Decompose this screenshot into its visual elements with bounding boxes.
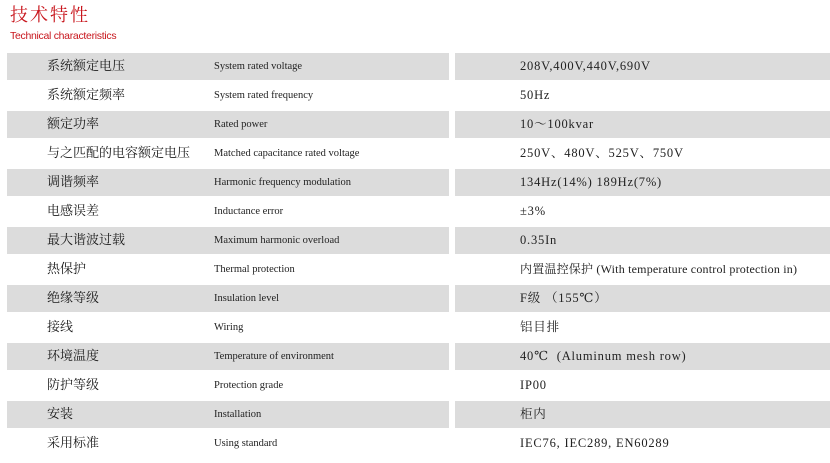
table-row <box>7 429 830 458</box>
spec-value: 10～100kvar <box>520 117 594 131</box>
spec-label-en: Thermal protection <box>214 264 295 275</box>
table-row <box>7 110 830 139</box>
spec-table <box>7 52 830 458</box>
spec-label-en: Wiring <box>214 322 244 333</box>
table-row <box>7 168 830 197</box>
table-row <box>7 197 830 226</box>
spec-value: 50Hz <box>520 88 551 102</box>
spec-value: 铝目排 <box>520 320 560 334</box>
table-row <box>7 313 830 342</box>
spec-value: 内置温控保护 (With temperature control protection in) <box>520 262 798 276</box>
spec-label-en: Matched capacitance rated voltage <box>214 148 360 159</box>
table-row <box>7 139 830 168</box>
spec-label-zh: 系统额定频率 <box>47 88 126 103</box>
spec-label-en: Protection grade <box>214 380 284 391</box>
page-subtitle: Technical characteristics <box>10 30 117 42</box>
spec-label-en: System rated frequency <box>214 90 314 101</box>
spec-label-en: System rated voltage <box>214 61 303 72</box>
spec-label-zh: 采用标准 <box>47 436 100 451</box>
spec-value: 柜内 <box>520 407 547 421</box>
spec-label-zh: 最大谐波过载 <box>47 233 126 248</box>
spec-label-en: Harmonic frequency modulation <box>214 177 352 188</box>
spec-label-zh: 额定功率 <box>47 117 100 132</box>
spec-label-zh: 与之匹配的电容额定电压 <box>47 146 191 161</box>
spec-label-zh: 安装 <box>47 407 74 422</box>
spec-label-zh: 防护等级 <box>47 378 100 393</box>
spec-value: IP00 <box>520 378 547 392</box>
spec-label-zh: 绝缘等级 <box>47 291 100 306</box>
table-row <box>7 371 830 400</box>
table-row <box>7 255 830 284</box>
spec-value: F级 （155℃） <box>520 291 608 305</box>
spec-label-en: Inductance error <box>214 206 284 217</box>
spec-label-en: Installation <box>214 409 262 420</box>
spec-label-zh: 接线 <box>47 320 74 335</box>
spec-label-en: Rated power <box>214 119 268 130</box>
table-row <box>7 400 830 429</box>
spec-value: 134Hz(14%) 189Hz(7%) <box>520 175 663 189</box>
spec-value: ±3% <box>520 204 546 218</box>
page-title: 技术特性 <box>10 5 90 26</box>
spec-label-zh: 热保护 <box>47 262 87 277</box>
table-row <box>7 81 830 110</box>
table-row <box>7 226 830 255</box>
spec-value: 40℃ (Aluminum mesh row) <box>520 349 687 363</box>
page-header <box>10 4 116 43</box>
spec-value: 208V,400V,440V,690V <box>520 59 651 73</box>
spec-label-en: Using standard <box>214 438 278 449</box>
spec-value: 0.35In <box>520 233 558 247</box>
spec-label-zh: 电感误差 <box>47 204 100 219</box>
spec-label-en: Insulation level <box>214 293 280 304</box>
table-row <box>7 52 830 81</box>
spec-label-en: Temperature of environment <box>214 351 334 362</box>
table-row <box>7 284 830 313</box>
spec-value: IEC76, IEC289, EN60289 <box>520 436 670 450</box>
spec-label-zh: 调谐频率 <box>47 175 100 190</box>
spec-label-en: Maximum harmonic overload <box>214 235 340 246</box>
spec-label-zh: 系统额定电压 <box>47 59 126 74</box>
table-row <box>7 342 830 371</box>
spec-label-zh: 环境温度 <box>47 349 100 364</box>
spec-value: 250V、480V、525V、750V <box>520 146 684 160</box>
